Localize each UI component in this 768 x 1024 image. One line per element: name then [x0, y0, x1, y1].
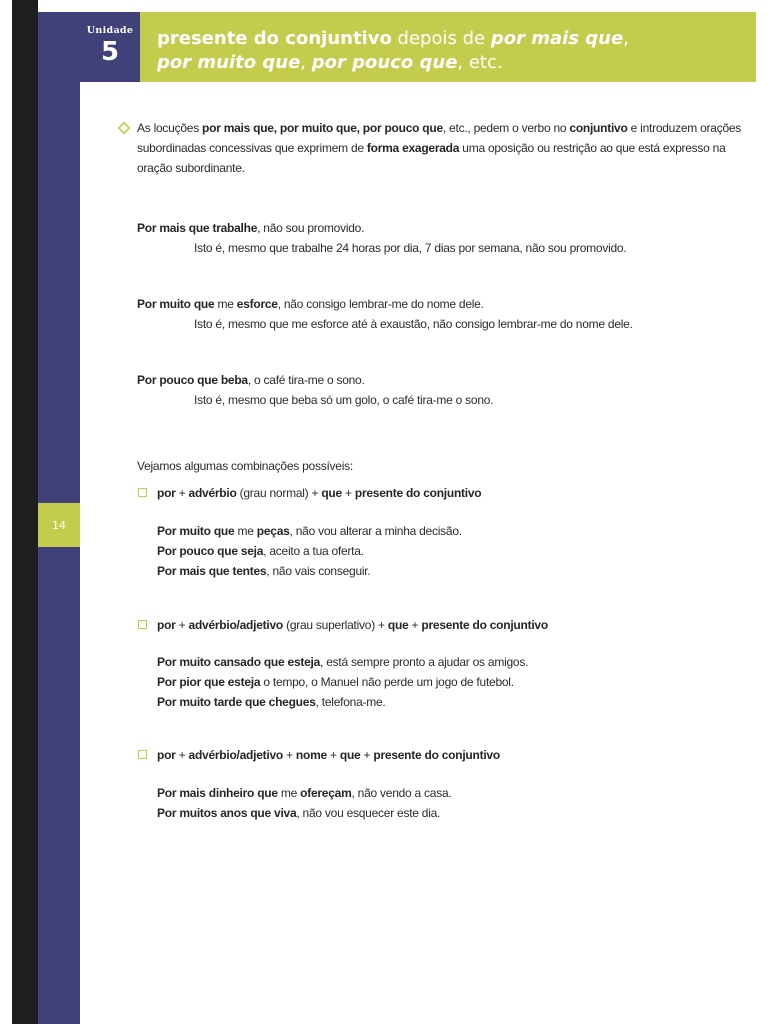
example-sentence: Por muito cansado que esteja, está sempre pronto a ajudar os amigos.	[157, 655, 529, 669]
page-content	[118, 118, 748, 823]
example-sentence: Por muito que me peças, não vou alterar a minha decisão.	[157, 524, 462, 538]
intro-paragraph: As locuções por mais que, por muito que, por pouco que, etc., pedem o verbo no conjuntivo e introduzem orações subordinadas concessivas que exprimem de forma exagerada uma oposição ou restrição ao que está expresso na oração subordinante.	[118, 118, 748, 178]
scan-edge	[0, 0, 12, 1024]
checkbox-bullet-icon	[138, 620, 147, 629]
title-band	[140, 12, 756, 82]
combination-block	[118, 483, 748, 581]
example-explanation: Isto é, mesmo que me esforce até à exaustão, não consigo lembrar-me do nome dele.	[194, 317, 633, 331]
example-sentence: Por mais que trabalhe, não sou promovido.	[137, 221, 365, 235]
combination-examples	[157, 521, 748, 581]
unit-badge	[80, 12, 140, 82]
diamond-bullet-icon	[118, 122, 130, 134]
combination-rule: por + advérbio/adjetivo (grau superlativo) + que + presente do conjuntivo	[118, 615, 748, 635]
example-sentence: Por muitos anos que viva, não vou esquecer este dia.	[157, 806, 441, 820]
combination-examples	[157, 783, 748, 823]
checkbox-bullet-icon	[138, 750, 147, 759]
example-block	[137, 370, 748, 410]
example-sentence: Por muito que me esforce, não consigo lembrar-me do nome dele.	[137, 297, 484, 311]
example-sentence: Por muito tarde que chegues, telefona-me.	[157, 695, 386, 709]
page-number: 14	[38, 503, 80, 547]
unit-label: Unidade	[86, 25, 134, 36]
binding-strip	[12, 0, 38, 1024]
unit-number: 5	[100, 37, 120, 67]
example-block	[137, 294, 748, 334]
page-title: presente do conjuntivo depois de por mais que, por muito que, por pouco que, etc.	[157, 28, 629, 73]
example-sentence: Por mais dinheiro que me ofereçam, não vendo a casa.	[157, 786, 452, 800]
example-explanation: Isto é, mesmo que trabalhe 24 horas por dia, 7 dias por semana, não sou promovido.	[194, 241, 627, 255]
combinations-intro: Vejamos algumas combinações possíveis:	[137, 459, 353, 473]
combination-rule: por + advérbio/adjetivo + nome + que + presente do conjuntivo	[118, 745, 748, 765]
checkbox-bullet-icon	[138, 488, 147, 497]
combination-block	[118, 745, 748, 823]
combination-block	[118, 615, 748, 712]
example-sentence: Por mais que tentes, não vais conseguir.	[157, 564, 371, 578]
combination-rule: por + advérbio (grau normal) + que + presente do conjuntivo	[118, 483, 748, 503]
example-block	[137, 218, 748, 258]
example-sentence: Por pouco que beba, o café tira-me o sono.	[137, 373, 365, 387]
example-sentence: Por pouco que seja, aceito a tua oferta.	[157, 544, 364, 558]
example-sentence: Por pior que esteja o tempo, o Manuel não perde um jogo de futebol.	[157, 675, 514, 689]
combination-examples	[157, 652, 748, 712]
example-explanation: Isto é, mesmo que beba só um golo, o café tira-me o sono.	[194, 393, 494, 407]
